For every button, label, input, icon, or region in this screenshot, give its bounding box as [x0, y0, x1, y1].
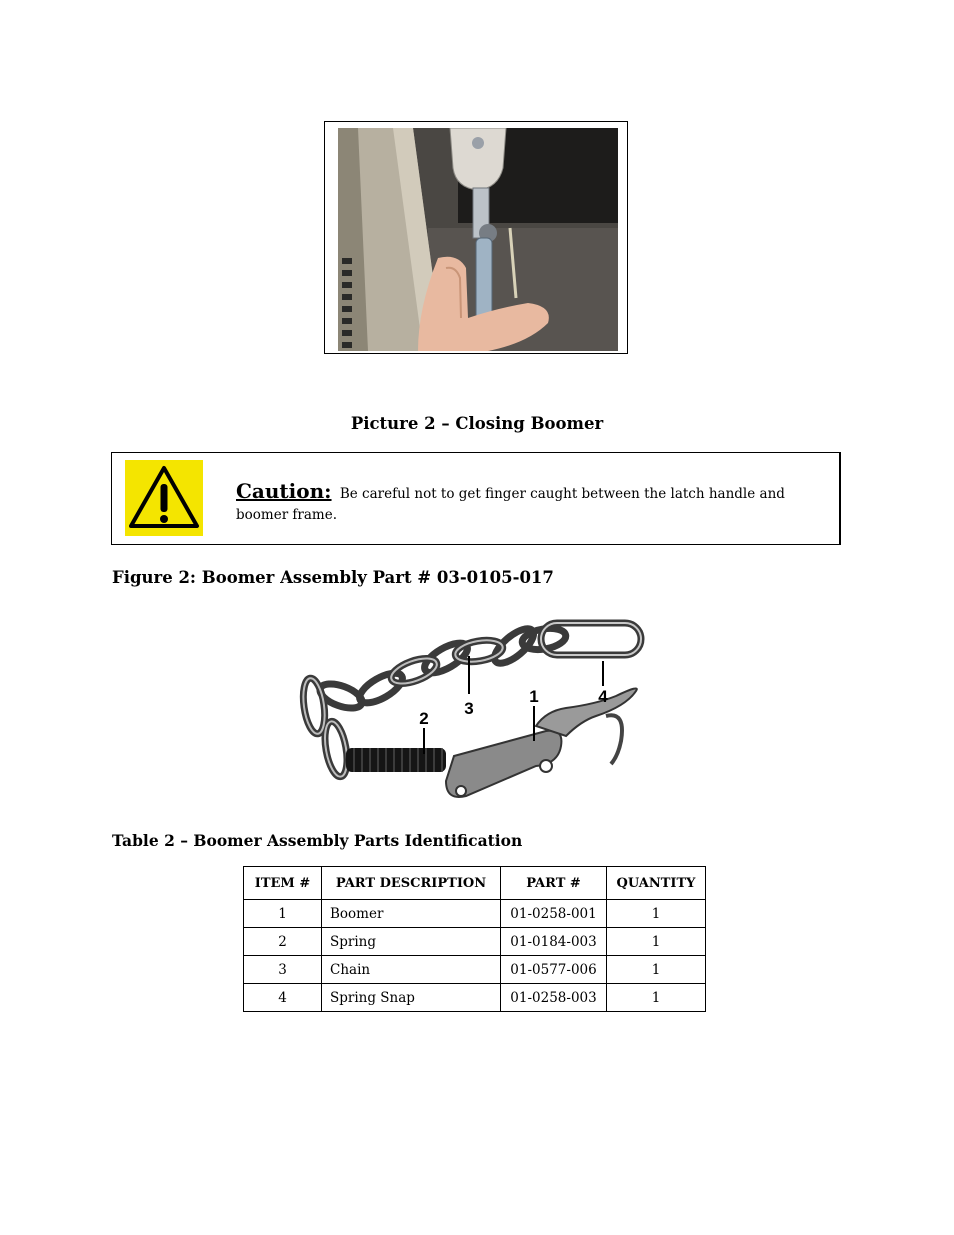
boomer-assembly-illustration — [296, 616, 651, 806]
callout-1: 1 — [529, 687, 539, 706]
cell-quantity: 1 — [607, 900, 706, 928]
cell-item: 3 — [244, 956, 322, 984]
cell-description: Chain — [322, 956, 501, 984]
caution-label: Caution: — [236, 479, 332, 503]
cell-part-number: 01-0258-003 — [501, 984, 607, 1012]
spring — [346, 748, 446, 772]
callout-2: 2 — [419, 709, 429, 728]
caution-box — [111, 452, 841, 545]
caution-text-block — [236, 481, 826, 526]
cell-item: 2 — [244, 928, 322, 956]
header-part-description: PART DESCRIPTION — [322, 867, 501, 900]
cell-quantity: 1 — [607, 984, 706, 1012]
parts-table — [243, 866, 706, 1012]
picture-caption: Picture 2 – Closing Boomer — [350, 414, 604, 433]
header-part-number: PART # — [501, 867, 607, 900]
table-row — [244, 956, 706, 984]
table-row — [244, 984, 706, 1012]
warning-triangle-icon — [125, 460, 203, 536]
cell-item: 1 — [244, 900, 322, 928]
cell-part-number: 01-0184-003 — [501, 928, 607, 956]
closing-boomer-photo — [324, 121, 628, 354]
cell-description: Spring Snap — [322, 984, 501, 1012]
header-item: ITEM # — [244, 867, 322, 900]
header-quantity: QUANTITY — [607, 867, 706, 900]
callout-4: 4 — [598, 687, 608, 706]
cell-quantity: 1 — [607, 928, 706, 956]
cell-part-number: 01-0577-006 — [501, 956, 607, 984]
boomer-lever — [446, 688, 637, 797]
cell-quantity: 1 — [607, 956, 706, 984]
table-header-row — [244, 867, 706, 900]
cell-part-number: 01-0258-001 — [501, 900, 607, 928]
figure-title: Figure 2: Boomer Assembly Part # 03-0105-017 — [112, 568, 554, 587]
cell-description: Spring — [322, 928, 501, 956]
callout-3: 3 — [464, 699, 474, 718]
cell-description: Boomer — [322, 900, 501, 928]
caution-message: Be careful not to get finger caught between the latch handle and boomer frame. — [236, 486, 785, 523]
cell-item: 4 — [244, 984, 322, 1012]
table-row — [244, 900, 706, 928]
closing-boomer-photo-image — [338, 128, 618, 351]
table-row — [244, 928, 706, 956]
table-title: Table 2 – Boomer Assembly Parts Identification — [112, 831, 523, 850]
